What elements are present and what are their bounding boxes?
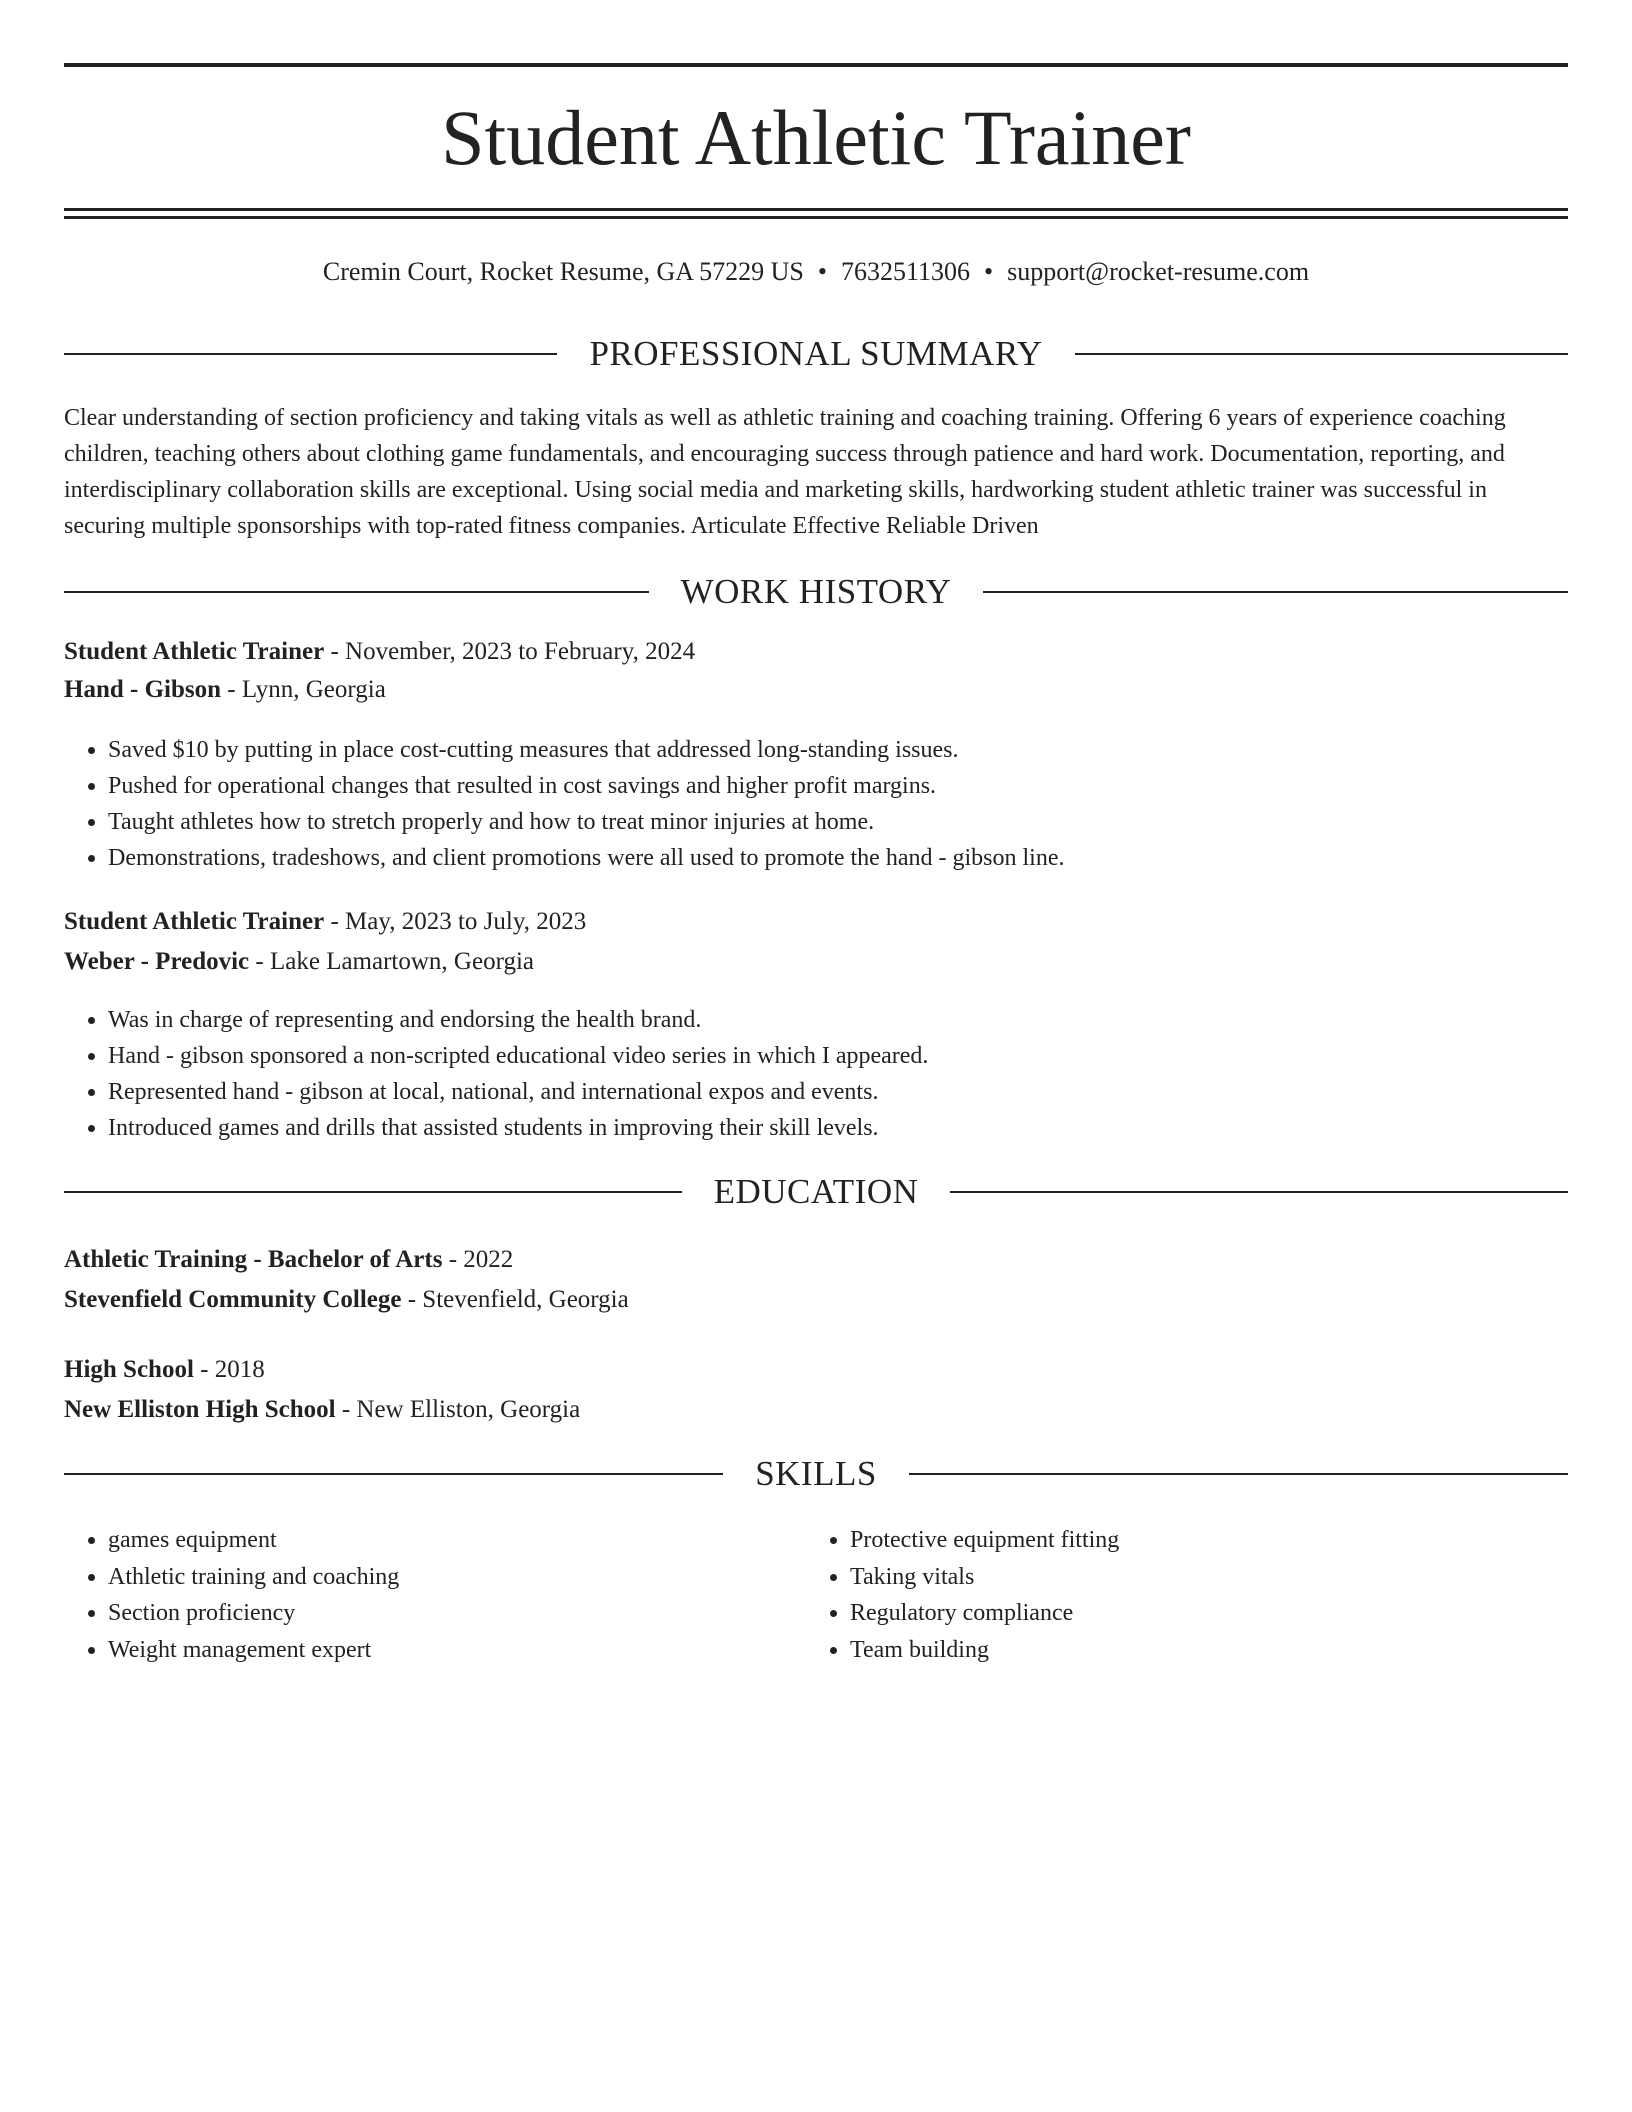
school: Stevenfield Community College bbox=[64, 1286, 402, 1313]
school-line bbox=[64, 1392, 580, 1428]
section-heading-education bbox=[64, 1170, 1568, 1214]
job-location: - Lake Lamartown, Georgia bbox=[249, 948, 534, 975]
job-bullets bbox=[64, 732, 1064, 876]
section-heading-work bbox=[64, 570, 1568, 614]
job-dates: - November, 2023 to February, 2024 bbox=[324, 638, 696, 665]
job-title: Student Athletic Trainer bbox=[64, 908, 325, 935]
skill-item: • Athletic training and coaching bbox=[108, 1559, 399, 1596]
section-title: EDUCATION bbox=[713, 1172, 919, 1211]
heading-rule-right bbox=[983, 591, 1568, 593]
job-location: - Lynn, Georgia bbox=[221, 676, 386, 703]
top-rule bbox=[64, 63, 1568, 67]
job-title-line bbox=[64, 904, 586, 940]
skill-item: • Taking vitals bbox=[850, 1559, 1119, 1596]
summary-paragraph: Clear understanding of section proficiency and taking vitals as well as athletic training and coaching training. Offering 6 years of experience coaching children, teaching others about clothing game fundamentals, and encouraging success through patience and hard work. Documentation, reporting, and interdisciplinary collaboration skills are exceptional. Using social media and marketing skills, hardworking student athletic trainer was successful in securing multiple sponsorships with top-rated fitness companies. Articulate Effective Reliable Driven bbox=[64, 405, 1506, 539]
list-item: • Pushed for operational changes that resulted in cost savings and higher profit margins. bbox=[108, 768, 1064, 804]
skill-item: • games equipment bbox=[108, 1522, 399, 1559]
skill-item: • Section proficiency bbox=[108, 1595, 399, 1632]
job-dates: - May, 2023 to July, 2023 bbox=[324, 908, 587, 935]
contact-email: support@rocket-resume.com bbox=[1007, 257, 1310, 286]
degree: Athletic Training - Bachelor of Arts bbox=[64, 1246, 443, 1273]
school-location: - Stevenfield, Georgia bbox=[401, 1286, 629, 1313]
school-location: - New Elliston, Georgia bbox=[335, 1396, 581, 1423]
heading-rule-right bbox=[909, 1473, 1568, 1475]
job-company: Weber - Predovic bbox=[64, 948, 250, 975]
section-title: SKILLS bbox=[755, 1454, 877, 1493]
degree-line bbox=[64, 1352, 265, 1388]
list-item: • Demonstrations, tradeshows, and client promotions were all used to promote the hand - gibson line. bbox=[108, 840, 1064, 876]
skills-list-left bbox=[64, 1522, 399, 1668]
contact-line bbox=[64, 255, 1568, 289]
section-title: PROFESSIONAL SUMMARY bbox=[589, 334, 1043, 373]
contact-address: Cremin Court, Rocket Resume, GA 57229 US bbox=[322, 257, 804, 286]
skills-list-right bbox=[806, 1522, 1119, 1668]
job-bullets bbox=[64, 1002, 928, 1146]
job-title-line bbox=[64, 634, 695, 670]
list-item: • Was in charge of representing and endorsing the health brand. bbox=[108, 1002, 928, 1038]
job-company-line bbox=[64, 672, 386, 708]
section-title: WORK HISTORY bbox=[680, 572, 952, 611]
school-line bbox=[64, 1282, 629, 1318]
degree-line bbox=[64, 1242, 513, 1278]
job-company: Hand - Gibson bbox=[64, 676, 222, 703]
school: New Elliston High School bbox=[64, 1396, 336, 1423]
heading-rule-right bbox=[1075, 353, 1568, 355]
title-rule-lower bbox=[64, 216, 1568, 219]
skill-item: • Protective equipment fitting bbox=[850, 1522, 1119, 1559]
list-item: • Taught athletes how to stretch properly and how to treat minor injuries at home. bbox=[108, 804, 1064, 840]
heading-rule-left bbox=[64, 1191, 682, 1193]
skill-item: • Team building bbox=[850, 1632, 1119, 1669]
list-item: • Hand - gibson sponsored a non-scripted educational video series in which I appeared. bbox=[108, 1038, 928, 1074]
skill-item: • Regulatory compliance bbox=[850, 1595, 1119, 1632]
job-company-line bbox=[64, 944, 534, 980]
skill-item: • Weight management expert bbox=[108, 1632, 399, 1669]
section-heading-summary bbox=[64, 332, 1568, 376]
degree-year: - 2018 bbox=[193, 1356, 265, 1383]
list-item: • Represented hand - gibson at local, national, and international expos and events. bbox=[108, 1074, 928, 1110]
resume-title: Student Athletic Trainer bbox=[441, 94, 1191, 181]
section-heading-skills bbox=[64, 1452, 1568, 1496]
degree: High School bbox=[64, 1356, 194, 1383]
heading-rule-left bbox=[64, 1473, 723, 1475]
heading-rule-left bbox=[64, 591, 649, 593]
degree-year: - 2022 bbox=[442, 1246, 514, 1273]
list-item: • Saved $10 by putting in place cost-cutting measures that addressed long-standing issues. bbox=[108, 732, 1064, 768]
job-title: Student Athletic Trainer bbox=[64, 638, 325, 665]
heading-rule-right bbox=[950, 1191, 1568, 1193]
contact-separator: • bbox=[984, 257, 994, 286]
heading-rule-left bbox=[64, 353, 557, 355]
list-item: • Introduced games and drills that assisted students in improving their skill levels. bbox=[108, 1110, 928, 1146]
contact-separator: • bbox=[817, 257, 827, 286]
title-rule-upper bbox=[64, 208, 1568, 211]
contact-phone: 7632511306 bbox=[841, 257, 971, 286]
